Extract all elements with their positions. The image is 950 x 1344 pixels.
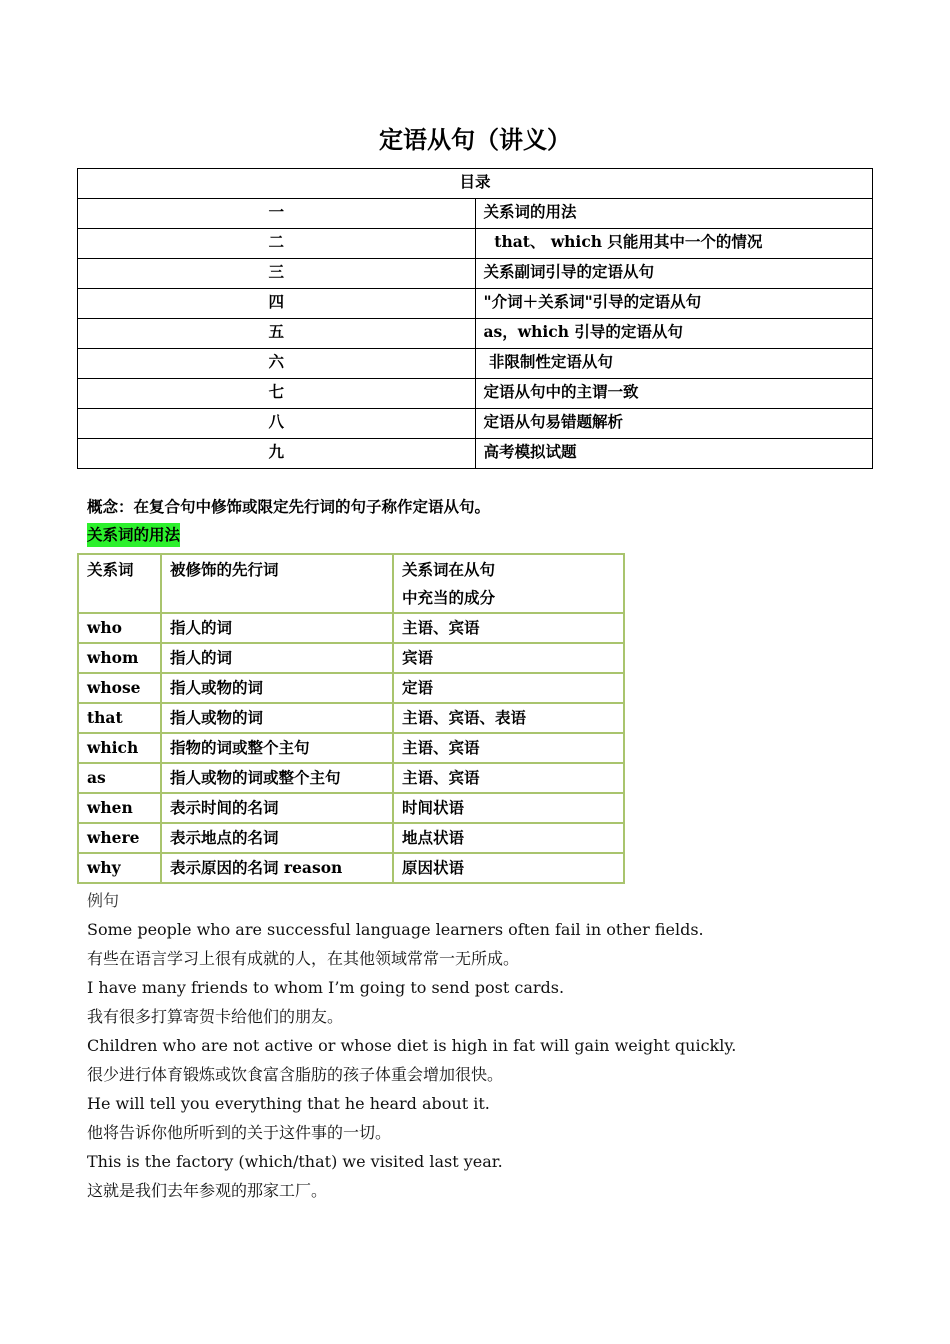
cell-antecedent: 指人的词 [161, 613, 393, 643]
cell-word: who [78, 613, 161, 643]
header-role-line1: 关系词在从句 [402, 560, 496, 579]
toc-row-text: 定语从句易错题解析 [475, 409, 873, 439]
toc-row [78, 229, 873, 259]
cell-word: where [78, 823, 161, 853]
cell-antecedent: 指物的词或整个主句 [161, 733, 393, 763]
example-line: 有些在语言学习上很有成就的人，在其他领域常常一无所成。 [87, 949, 520, 968]
example-line: 我有很多打算寄贺卡给他们的朋友。 [87, 1007, 344, 1026]
table-header-row [78, 554, 624, 613]
cell-antecedent: 表示原因的名词 reason [161, 853, 393, 883]
concept-definition: 概念：在复合句中修饰或限定先行词的句子称作定语从句。 [87, 497, 491, 516]
table-row [78, 643, 624, 673]
toc-header-row [78, 169, 873, 199]
toc-row-number: 一 [78, 199, 476, 229]
example-line: Children who are not active or whose diet is high in fat will gain weight quickly. [87, 1036, 737, 1055]
toc-row [78, 319, 873, 349]
cell-word: whom [78, 643, 161, 673]
cell-antecedent: 指人的词 [161, 643, 393, 673]
toc-row [78, 349, 873, 379]
toc-row-text: 关系副词引导的定语从句 [475, 259, 873, 289]
header-antecedent: 被修饰的先行词 [161, 554, 393, 613]
toc-row-number: 四 [78, 289, 476, 319]
toc-row-number: 九 [78, 439, 476, 469]
table-row [78, 823, 624, 853]
example-line: He will tell you everything that he heard about it. [87, 1094, 490, 1113]
examples-label: 例句 [87, 891, 120, 910]
cell-role: 时间状语 [393, 793, 624, 823]
toc-row [78, 199, 873, 229]
cell-role: 主语、宾语 [393, 763, 624, 793]
cell-word: which [78, 733, 161, 763]
example-line: 很少进行体育锻炼或饮食富含脂肪的孩子体重会增加很快。 [87, 1065, 504, 1084]
table-row [78, 763, 624, 793]
cell-role: 宾语 [393, 643, 624, 673]
cell-antecedent: 指人或物的词 [161, 673, 393, 703]
example-line: 这就是我们去年参观的那家工厂。 [87, 1181, 328, 1200]
toc-row-text: that、 which 只能用其中一个的情况 [475, 229, 873, 259]
example-sentences [87, 886, 736, 1205]
header-role [393, 554, 624, 613]
toc-row-text: 高考模拟试题 [475, 439, 873, 469]
toc-row [78, 259, 873, 289]
table-row [78, 613, 624, 643]
cell-role: 主语、宾语、表语 [393, 703, 624, 733]
cell-antecedent: 表示时间的名词 [161, 793, 393, 823]
cell-antecedent: 表示地点的名词 [161, 823, 393, 853]
table-row [78, 733, 624, 763]
toc-row-number: 七 [78, 379, 476, 409]
table-row [78, 673, 624, 703]
cell-role: 地点状语 [393, 823, 624, 853]
example-line: I have many friends to whom I’m going to send post cards. [87, 978, 565, 997]
example-line: Some people who are successful language learners often fail in other fields. [87, 920, 704, 939]
toc-row-number: 五 [78, 319, 476, 349]
cell-word: as [78, 763, 161, 793]
header-relative-word: 关系词 [78, 554, 161, 613]
toc-row-number: 六 [78, 349, 476, 379]
toc-row-text: "介词＋关系词"引导的定语从句 [475, 289, 873, 319]
cell-word: whose [78, 673, 161, 703]
table-row [78, 703, 624, 733]
toc-row-number: 二 [78, 229, 476, 259]
relative-words-table [77, 553, 625, 884]
cell-role: 原因状语 [393, 853, 624, 883]
cell-role: 定语 [393, 673, 624, 703]
toc-row-number: 三 [78, 259, 476, 289]
section-heading-relative-words: 关系词的用法 [87, 523, 180, 547]
example-line: 他将告诉你他所听到的关于这件事的一切。 [87, 1123, 392, 1142]
cell-antecedent: 指人或物的词或整个主句 [161, 763, 393, 793]
cell-role: 主语、宾语 [393, 733, 624, 763]
cell-word: that [78, 703, 161, 733]
cell-role: 主语、宾语 [393, 613, 624, 643]
toc-row [78, 439, 873, 469]
table-of-contents [77, 168, 873, 469]
toc-row [78, 379, 873, 409]
page-title: 定语从句（讲义） [379, 125, 571, 154]
toc-row [78, 409, 873, 439]
toc-row [78, 289, 873, 319]
toc-row-text: 非限制性定语从句 [475, 349, 873, 379]
table-row [78, 793, 624, 823]
toc-row-text: 定语从句中的主谓一致 [475, 379, 873, 409]
toc-row-text: as，which 引导的定语从句 [475, 319, 873, 349]
cell-word: when [78, 793, 161, 823]
cell-antecedent: 指人或物的词 [161, 703, 393, 733]
table-row [78, 853, 624, 883]
header-role-line2: 中充当的成分 [402, 588, 496, 607]
toc-heading: 目录 [78, 169, 873, 199]
toc-row-number: 八 [78, 409, 476, 439]
toc-row-text: 关系词的用法 [475, 199, 873, 229]
example-line: This is the factory (which/that) we visited last year. [87, 1152, 503, 1171]
cell-word: why [78, 853, 161, 883]
